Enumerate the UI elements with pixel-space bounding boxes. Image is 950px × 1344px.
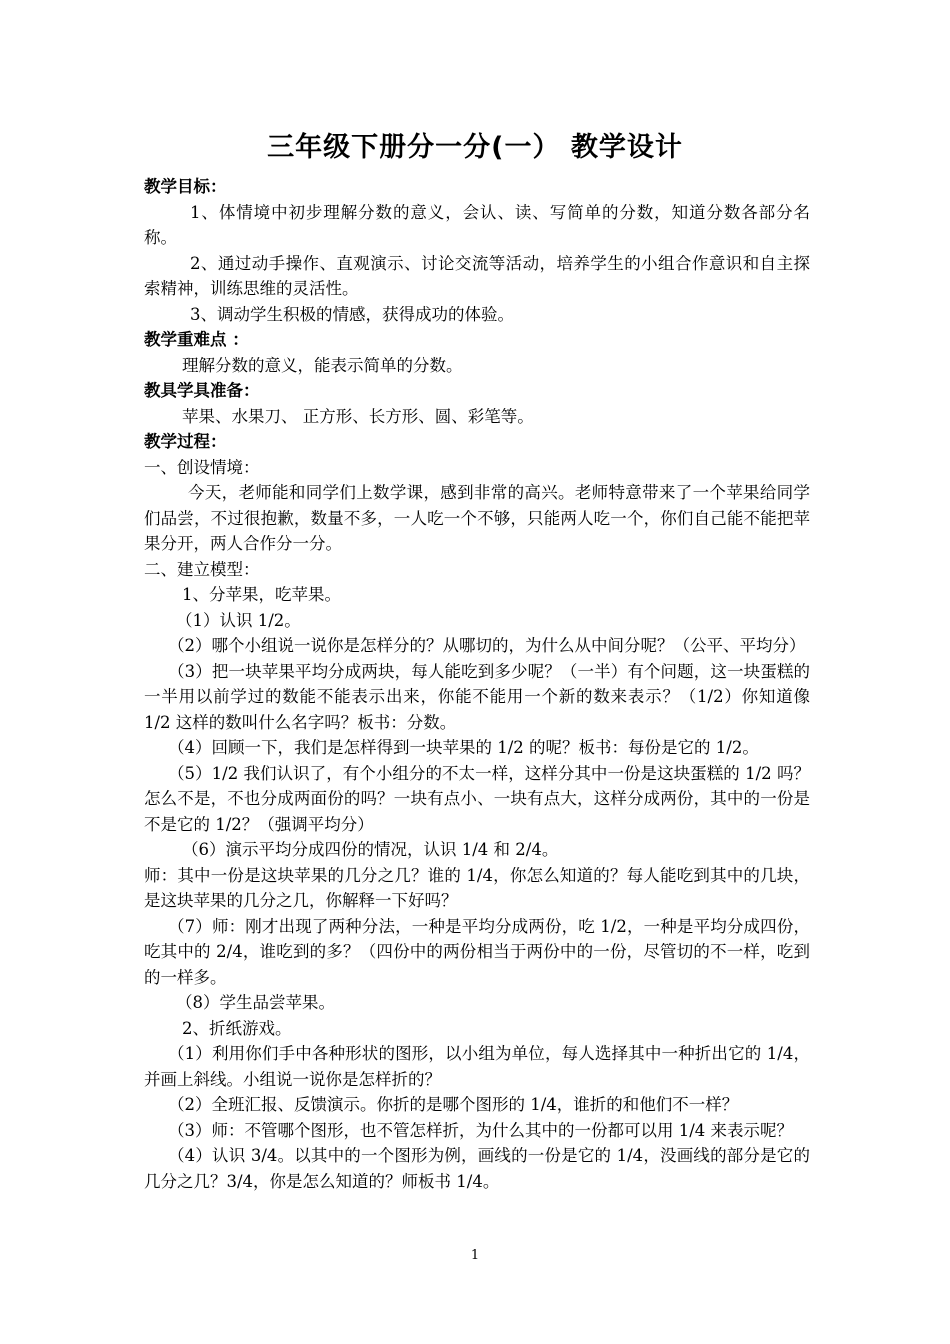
step-2-item-1: （1）利用你们手中各种形状的图形，以小组为单位，每人选择其中一种折出它的 1/4，并画上斜线。小组说一说你是怎样折的？ [144,1044,810,1089]
goals-heading: 教学目标： [144,177,227,196]
step-2-heading: 2、折纸游戏。 [182,1018,292,1038]
step-2-item-3: （3）师：不管哪个图形，也不管怎样折，为什么其中的一份都可以用 1/4 来表示呢？ [168,1120,794,1140]
step-1-item-2: （2）哪个小组说一说你是怎样分的？从哪切的，为什么从中间分呢？（公平、平均分） [168,636,806,655]
step-1-item-6-detail: 师：其中一份是这块苹果的几分之几？谁的 1/4，你怎么知道的？每人能吃到其中的几块，是这块苹果的几分之几，你解释一下好吗？ [144,865,810,910]
part1-heading: 一、创设情境： [144,457,260,477]
step-1-item-4: （4）回顾一下，我们是怎样得到一块苹果的 1/2 的呢？板书：每份是它的 1/2。 [168,738,759,757]
part1-text: 今天，老师能和同学们上数学课，感到非常的高兴。老师特意带来了一个苹果给同学们品尝，不过很抱歉，数量不多，一人吃一个不够，只能两人吃一个，你们自己能不能把苹果分开，两人合作分一分。 [144,483,810,553]
goal-1: 1、体情境中初步理解分数的意义，会认、读、写简单的分数，知道分数各部分名称。 [144,202,810,247]
document-title: 三年级下册分一分(一） 教学设计 [267,132,683,163]
step-1-item-5: （5）1/2 我们认识了，有个小组分的不太一样，这样分其中一份是这块蛋糕的 1/2 吗？怎么不是，不也分成两面份的吗？一块有点小、一块有点大，这样分成两份，其中的一份是不是它的 1/2？（强调平均分） [144,763,810,834]
tools-heading: 教具学具准备： [144,381,260,400]
step-1-item-6: （6）演示平均分成四份的情况，认识 1/4 和 2/4。 [182,840,559,859]
goal-3: 3、调动学生积极的情感，获得成功的体验。 [190,304,514,324]
step-1-heading: 1、分苹果，吃苹果。 [182,585,341,604]
step-1-item-7: （7）师：刚才出现了两种分法，一种是平均分成两份，吃 1/2，一种是平均分成四份，吃其中的 2/4，谁吃到的多？（四份中的两份相当于两份中的一份，尽管切的不一样，吃到的一样多。 [144,916,810,987]
step-1-item-8: （8）学生品尝苹果。 [176,993,335,1012]
page-number: 1 [470,1248,480,1263]
tools-text: 苹果、水果刀、 正方形、长方形、圆、彩笔等。 [182,406,534,426]
part2-heading: 二、建立模型： [144,559,260,579]
step-1-item-3: （3）把一块苹果平均分成两块，每人能吃到多少呢？（一半）有个问题，这一块蛋糕的一半用以前学过的数能不能表示出来，你能不能用一个新的数来表示？（1/2）你知道像 1/2 这样的数叫什么名字吗？板书：分数。 [144,661,810,732]
step-2-item-2: （2）全班汇报、反馈演示。你折的是哪个图形的 1/4，谁折的和他们不一样？ [168,1095,739,1114]
goal-2: 2、通过动手操作、直观演示、讨论交流等活动，培养学生的小组合作意识和自主探索精神，训练思维的灵活性。 [144,253,810,298]
document-body [144,174,810,1194]
step-2-item-4: （4）认识 3/4。以其中的一个图形为例，画线的一份是它的 1/4，没画线的部分是它的几分之几？3/4，你是怎么知道的？师板书 1/4。 [144,1146,810,1191]
key-points-text: 理解分数的意义，能表示简单的分数。 [182,355,463,375]
key-points-heading: 教学重难点 ： [144,330,249,349]
process-heading: 教学过程： [144,432,227,451]
step-1-item-1: （1）认识 1/2。 [176,610,301,630]
